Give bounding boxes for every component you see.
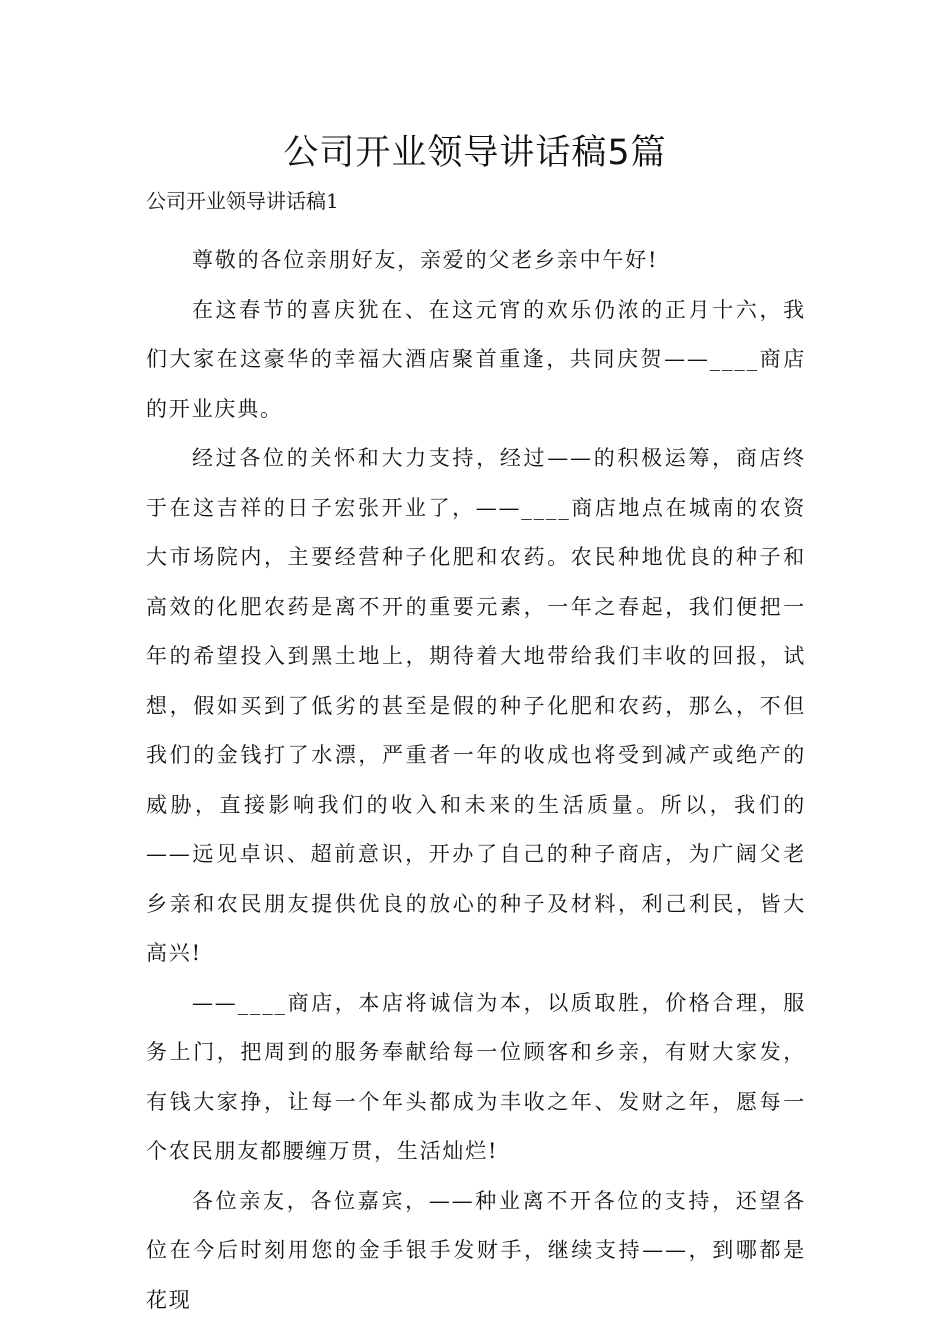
paragraph-store-promise: ——____商店，本店将诚信为本，以质取胜，价格合理，服务上门，把周到的服务奉献给每一位顾客和乡亲，有财大家发，有钱大家挣，让每一个年头都成为丰收之年、发财之年，愿每一个农民朋友都腰缠万贯，生活灿烂! xyxy=(146,990,806,1163)
paragraph-store-intro: 经过各位的关怀和大力支持，经过——的积极运筹，商店终于在这吉祥的日子宏张开业了，——____商店地点在城南的农资大市场院内，主要经营种子化肥和农药。农民种地优良的种子和高效的化肥农药是离不开的重要元素，一年之春起，我们便把一年的希望投入到黑土地上，期待着大地带给我们丰收的回报，试想，假如买到了低劣的甚至是假的种子化肥和农药，那么，不但我们的金钱打了水漂，严重者一年的收成也将受到减产或绝产的威胁，直接影响我们的收入和未来的生活质量。所以，我们的——远见卓识、超前意识，开办了自己的种子商店，为广阔父老乡亲和农民朋友提供优良的放心的种子及材料，利己利民，皆大高兴! xyxy=(146,446,806,965)
paragraph-closing: 各位亲友，各位嘉宾，——种业离不开各位的支持，还望各位在今后时刻用您的金手银手发财手，继续支持——，到哪都是花现 xyxy=(146,1188,806,1312)
document-body xyxy=(146,236,806,1325)
paragraph-greeting: 尊敬的各位亲朋好友，亲爱的父老乡亲中午好! xyxy=(192,248,659,272)
paragraph-opening: 在这春节的喜庆犹在、在这元宵的欢乐仍浓的正月十六，我们大家在这豪华的幸福大酒店聚首重逢，共同庆贺——____商店的开业庆典。 xyxy=(146,297,806,421)
document-title: 公司开业领导讲话稿5篇 xyxy=(283,133,667,173)
section-heading: 公司开业领导讲话稿1 xyxy=(146,189,339,213)
